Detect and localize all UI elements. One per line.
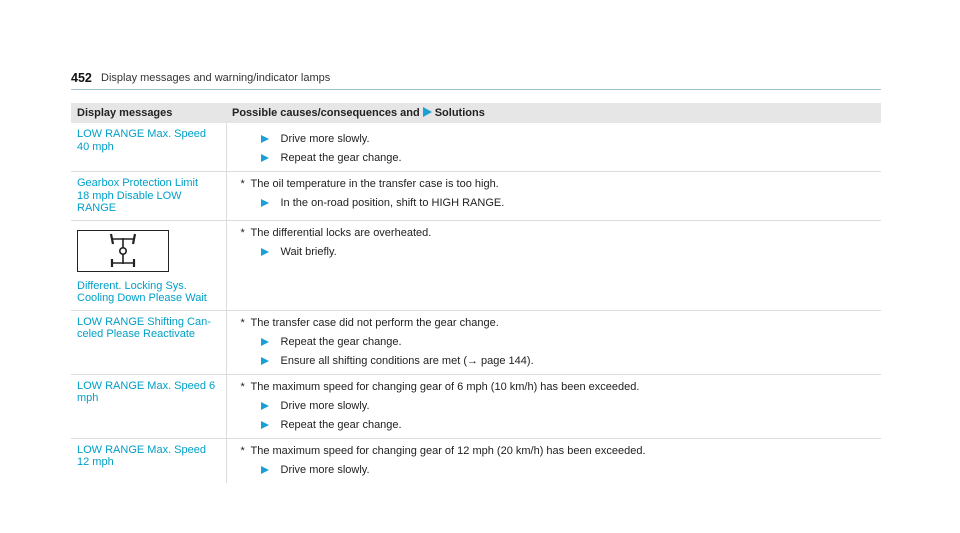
- page-number: 452: [71, 71, 92, 85]
- column-header-causes-solutions: [226, 103, 881, 123]
- table-row: [71, 374, 881, 438]
- cause-item: * The maximum speed for changing gear of 12 mph (20 km/h) has been exceeded.: [240, 444, 646, 457]
- message-cell: [71, 220, 226, 310]
- solution-arrow-icon: [261, 199, 269, 207]
- display-messages-table: [71, 103, 881, 483]
- solutions-cell: [226, 220, 881, 310]
- page-title: Display messages and warning/indicator lamps: [101, 72, 331, 84]
- solution-item: In the on-road position, shift to HIGH RANGE.: [233, 195, 876, 211]
- bullet-star: *: [240, 380, 245, 393]
- solution-arrow-icon: [261, 338, 269, 346]
- message-cell: [71, 310, 226, 374]
- table-row: [71, 220, 881, 310]
- column-header-solutions-label: Solutions: [434, 107, 485, 119]
- display-message: LOW RANGE Max. Speed 12 mph: [77, 443, 206, 468]
- solutions-cell: [226, 438, 881, 483]
- header-rule: [71, 89, 881, 90]
- table-row: [71, 123, 881, 172]
- message-cell: [71, 438, 226, 483]
- table-row: [71, 172, 881, 221]
- solution-arrow-icon: [423, 107, 432, 117]
- solutions-cell: [226, 310, 881, 374]
- solutions-cell: [226, 374, 881, 438]
- bullet-star: *: [240, 444, 245, 457]
- message-cell: [71, 374, 226, 438]
- table-row: [71, 310, 881, 374]
- solution-item: Repeat the gear change.: [233, 334, 876, 350]
- cause-item: * The oil temperature in the transfer case is too high.: [240, 178, 499, 190]
- solutions-cell: [226, 172, 881, 221]
- solution-item: Repeat the gear change.: [233, 150, 876, 166]
- solution-item: Ensure all shifting conditions are met (→ page 144).: [233, 353, 876, 369]
- display-message: LOW RANGE Max. Speed 6 mph: [77, 379, 216, 404]
- table-row: [71, 438, 881, 483]
- bullet-star: *: [240, 178, 245, 190]
- display-message: Different. Locking Sys. Cooling Down Please Wait: [77, 279, 207, 304]
- message-cell: [71, 172, 226, 221]
- display-message: LOW RANGE Max. Speed 40 mph: [77, 128, 206, 153]
- solution-item: Repeat the gear change.: [233, 417, 876, 433]
- solution-arrow-icon: [261, 421, 269, 429]
- solutions-cell: [226, 123, 881, 172]
- display-message: Gearbox Protection Limit 18 mph Disable LOW RANGE: [77, 177, 199, 214]
- bullet-star: *: [240, 226, 245, 239]
- solution-item: Drive more slowly.: [233, 462, 876, 478]
- solution-item: Wait briefly.: [233, 244, 876, 260]
- solution-item: Drive more slowly.: [233, 398, 876, 414]
- solution-arrow-icon: [261, 357, 269, 365]
- cause-item: * The differential locks are overheated.: [240, 226, 432, 239]
- bullet-star: *: [240, 316, 245, 329]
- solution-arrow-icon: [261, 402, 269, 410]
- column-header-display-messages: Display messages: [71, 103, 226, 123]
- solution-arrow-icon: [261, 135, 269, 143]
- solution-arrow-icon: [261, 466, 269, 474]
- display-message: LOW RANGE Shifting Can- celed Please Reactivate: [77, 315, 211, 340]
- message-cell: [71, 123, 226, 172]
- differential-lock-icon: [77, 230, 169, 272]
- column-header-causes-label: Possible causes/consequences and: [232, 107, 420, 119]
- solution-arrow-icon: [261, 248, 269, 256]
- solution-arrow-icon: [261, 154, 269, 162]
- table-header-row: [71, 103, 881, 123]
- cause-item: * The maximum speed for changing gear of 6 mph (10 km/h) has been exceeded.: [240, 380, 640, 393]
- solution-item: Drive more slowly.: [233, 131, 876, 147]
- cause-item: * The transfer case did not perform the gear change.: [240, 316, 499, 329]
- page-header: [71, 71, 881, 93]
